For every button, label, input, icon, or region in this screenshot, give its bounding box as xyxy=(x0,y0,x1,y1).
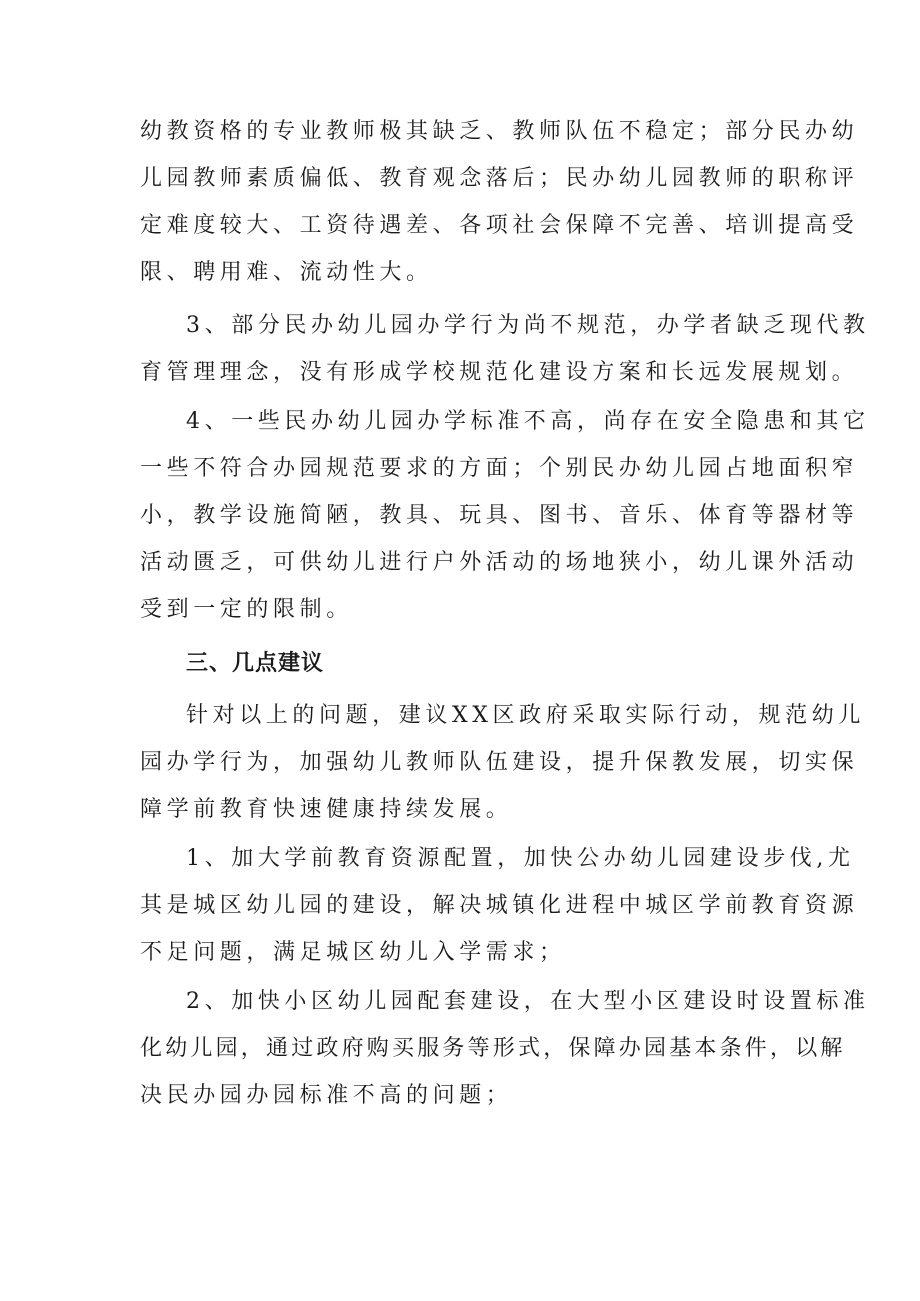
paragraph-line: 儿园教师素质偏低、教育观念落后；民办幼儿园教师的职称评 xyxy=(140,166,859,191)
paragraph-line: 决民办园办园标准不高的问题； xyxy=(140,1083,513,1108)
paragraph-line: 小，教学设施简陋，教具、玩具、图书、音乐、体育等器材等 xyxy=(140,503,859,528)
paragraph-line: 限、聘用难、流动性大。 xyxy=(140,260,433,285)
paragraph-line: 受到一定的限制。 xyxy=(140,597,353,622)
paragraph-line: 定难度较大、工资待遇差、各项社会保障不完善、培训提高受 xyxy=(140,213,859,238)
section-heading: 三、几点建议 xyxy=(186,651,325,676)
paragraph-line: 活动匮乏，可供幼儿进行户外活动的场地狭小，幼儿课外活动 xyxy=(140,550,859,575)
paragraph-line: 一些不符合办园规范要求的方面；个别民办幼儿园占地面积窄 xyxy=(140,456,859,481)
paragraph-line: 1、加大学前教育资源配置，加快公办幼儿园建设步伐,尤 xyxy=(186,846,855,871)
paragraph-line: 不足问题，满足城区幼儿入学需求； xyxy=(140,940,566,965)
paragraph-line: 其是城区幼儿园的建设，解决城镇化进程中城区学前教育资源 xyxy=(140,893,859,918)
paragraph-line: 幼教资格的专业教师极其缺乏、教师队伍不稳定；部分民办幼 xyxy=(140,119,859,144)
paragraph-line: 3、部分民办幼儿园办学行为尚不规范，办学者缺乏现代教 xyxy=(186,313,870,338)
paragraph-line: 针对以上的问题，建议XX区政府采取实际行动，规范幼儿 xyxy=(186,703,865,728)
paragraph-line: 2、加快小区幼儿园配套建设，在大型小区建设时设置标准 xyxy=(186,989,870,1014)
paragraph-line: 障学前教育快速健康持续发展。 xyxy=(140,797,513,822)
paragraph-line: 4、一些民办幼儿园办学标准不高，尚存在安全隐患和其它 xyxy=(186,409,870,434)
paragraph-line: 化幼儿园，通过政府购买服务等形式，保障办园基本条件，以解 xyxy=(140,1036,846,1061)
paragraph-line: 园办学行为，加强幼儿教师队伍建设，提升保教发展，切实保 xyxy=(140,750,859,775)
paragraph-line: 育管理理念，没有形成学校规范化建设方案和长远发展规划。 xyxy=(140,360,859,385)
